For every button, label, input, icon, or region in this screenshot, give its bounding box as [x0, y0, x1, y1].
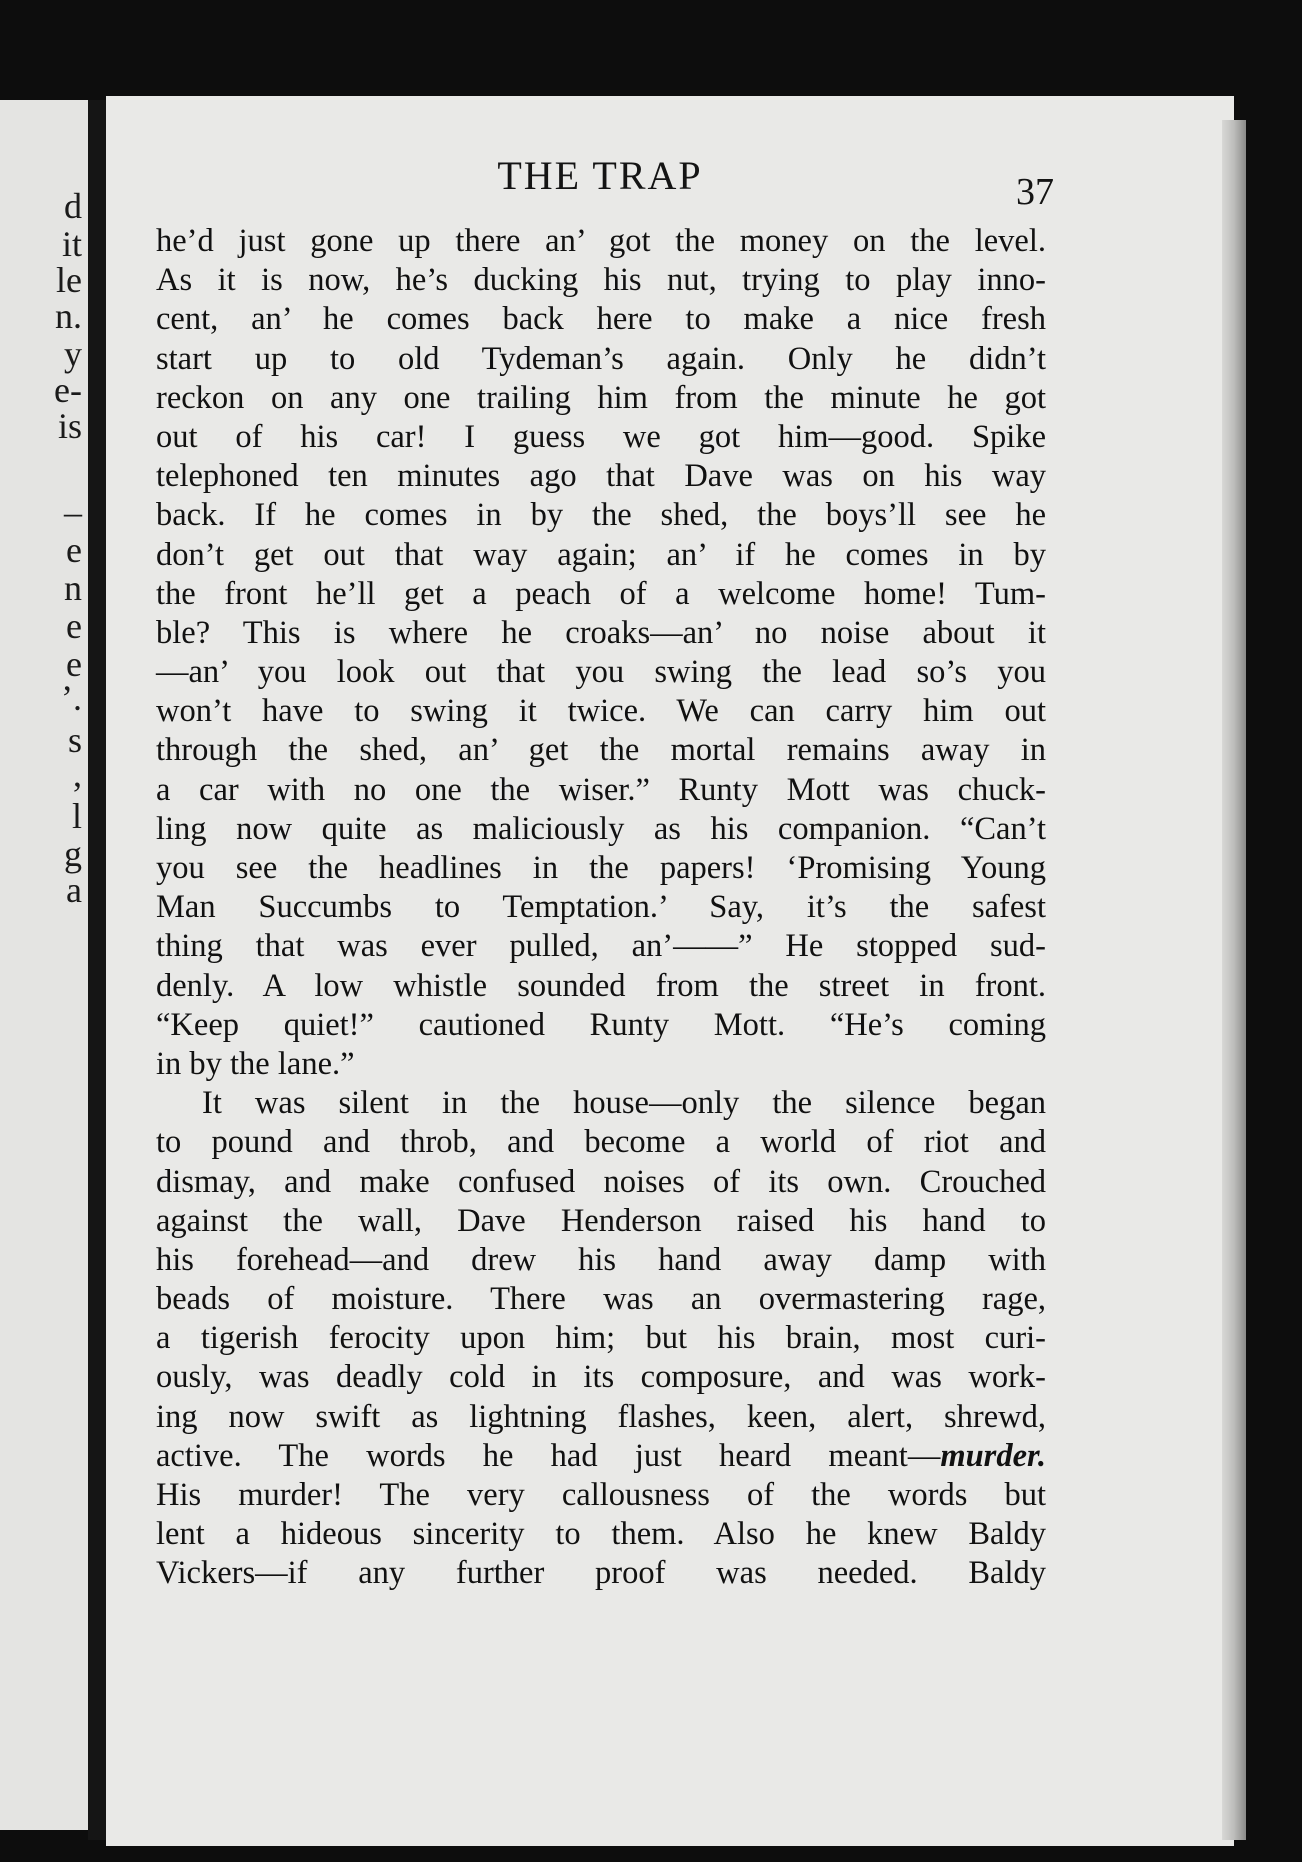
text-line: his forehead—and drew his hand away damp with — [156, 1241, 1046, 1278]
text-line: against the wall, Dave Henderson raised his hand to — [156, 1202, 1046, 1239]
text-line: Vickers—if any further proof was needed. Baldy — [156, 1555, 1046, 1592]
text-line-start: active. The words he had just heard meant— — [156, 1437, 941, 1474]
prev-page-fragment: is — [57, 406, 82, 446]
text-line: cent, an’ he comes back here to make a nice fresh — [156, 301, 1046, 338]
text-line: won’t have to swing it twice. We can carry him out — [156, 693, 1046, 730]
text-line: a car with no one the wiser.” Runty Mott was chuck- — [156, 771, 1046, 808]
prev-page-fragment: e — [66, 530, 82, 570]
running-title: THE TRAP — [497, 153, 703, 198]
text-line: you see the headlines in the papers! ‘Promising Young — [156, 850, 1046, 886]
prev-page-fragment: n. — [55, 296, 82, 336]
text-line: As it is now, he’s ducking his nut, trying to play inno- — [156, 262, 1046, 299]
body-text — [156, 222, 1046, 1594]
page-header — [106, 150, 1234, 213]
text-line: telephoned ten minutes ago that Dave was on his way — [156, 458, 1046, 495]
text-line: the front he’ll get a peach of a welcome home! Tum- — [156, 575, 1046, 612]
prev-page-fragment: e — [66, 606, 82, 646]
prev-page-fragment: a — [66, 870, 82, 910]
text-line: “Keep quiet!” cautioned Runty Mott. “He’s coming — [156, 1006, 1046, 1043]
text-line-with-italic — [156, 1437, 1046, 1476]
text-line: he’d just gone up there an’ got the money on the level. — [156, 223, 1046, 259]
text-line: through the shed, an’ get the mortal remains away in — [156, 732, 1046, 769]
text-line: don’t get out that way again; an’ if he comes in by — [156, 536, 1046, 573]
text-line: thing that was ever pulled, an’——” He stopped sud- — [156, 928, 1046, 965]
text-line: lent a hideous sincerity to them. Also he knew Baldy — [156, 1516, 1046, 1553]
paragraph-start-line: It was silent in the house—only the silence began — [202, 1085, 1046, 1122]
prev-page-fragment: d — [64, 186, 82, 226]
text-line: back. If he comes in by the shed, the boys’ll see he — [156, 497, 1046, 534]
prev-page-fragment: n — [64, 568, 82, 608]
prev-page-fragment: le — [56, 260, 82, 300]
prev-page-fragment: e- — [54, 370, 82, 410]
prev-page-fragment: ’. — [61, 678, 82, 718]
prev-page-fragment: g — [64, 834, 82, 874]
prev-page-fragment: e — [66, 644, 82, 684]
text-line: a tigerish ferocity upon him; but his brain, most curi- — [156, 1320, 1046, 1357]
text-line: start up to old Tydeman’s again. Only he didn’t — [156, 340, 1046, 377]
text-line: ously, was deadly cold in its composure, and was work- — [156, 1359, 1046, 1396]
text-line: denly. A low whistle sounded from the street in front. — [156, 967, 1046, 1004]
text-line: ble? This is where he croaks—an’ no noise about it — [156, 614, 1046, 651]
previous-page-edge — [0, 100, 88, 1830]
prev-page-fragment: – — [64, 492, 82, 532]
text-line: reckon on any one trailing him from the minute he got — [156, 379, 1046, 416]
italic-emphasis: murder. — [940, 1437, 1046, 1474]
prev-page-fragment: y — [64, 334, 82, 374]
text-line: dismay, and make confused noises of its own. Crouched — [156, 1163, 1046, 1200]
prev-page-fragment: it — [61, 224, 82, 264]
text-line: to pound and throb, and become a world of riot and — [156, 1124, 1046, 1161]
text-line: Man Succumbs to Temptation.’ Say, it’s the safest — [156, 889, 1046, 926]
text-line: ling now quite as maliciously as his companion. “Can’t — [156, 810, 1046, 847]
page-edge-stack — [1222, 120, 1246, 1840]
text-line: in by the lane.” — [156, 1045, 355, 1082]
text-line: —an’ you look out that you swing the lead so’s you — [156, 654, 1046, 691]
text-line: out of his car! I guess we got him—good. Spike — [156, 418, 1046, 455]
text-line: beads of moisture. There was an overmastering rage, — [156, 1281, 1046, 1318]
text-line: ing now swift as lightning flashes, keen, alert, shrewd, — [156, 1398, 1046, 1435]
book-gutter — [88, 100, 106, 1840]
page-number: 37 — [1016, 171, 1054, 213]
prev-page-fragment: , — [73, 754, 82, 794]
text-line: His murder! The very callousness of the words but — [156, 1477, 1046, 1513]
prev-page-fragment: s — [67, 720, 82, 760]
prev-page-fragment: l — [71, 796, 82, 836]
